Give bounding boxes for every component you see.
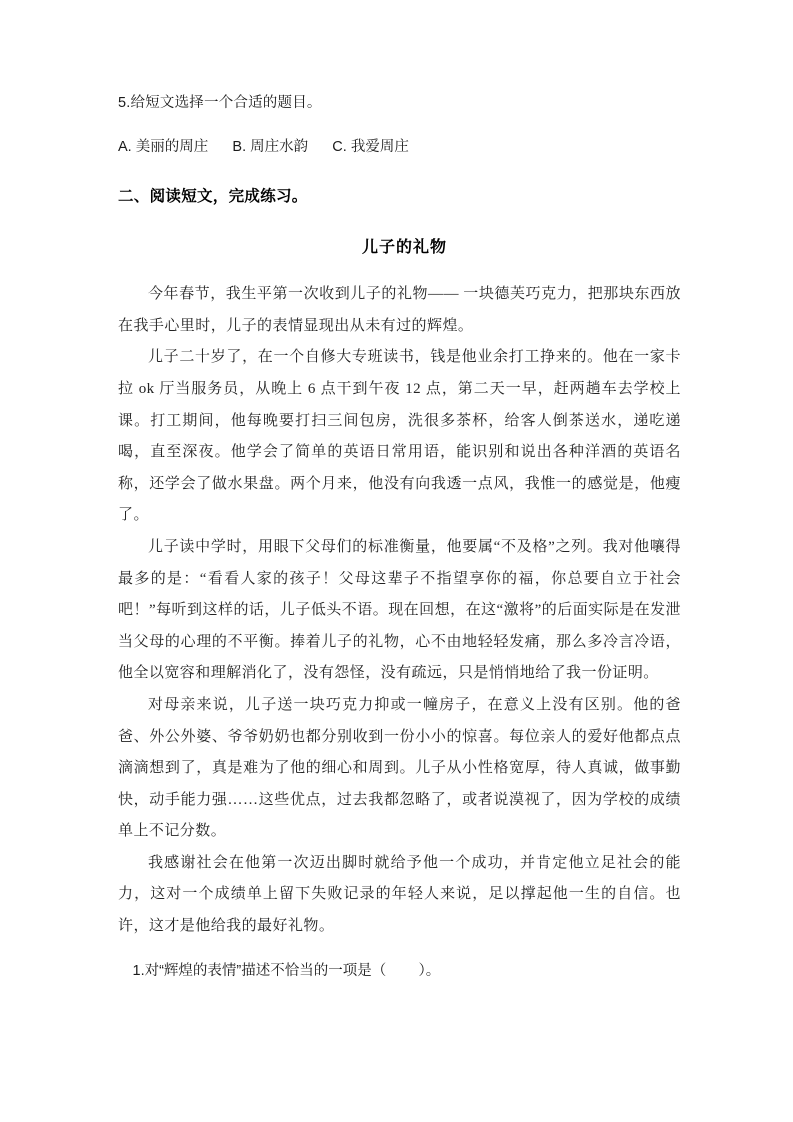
spacer xyxy=(118,943,681,960)
spacer xyxy=(118,114,681,136)
article-paragraph: 今年春节，我生平第一次收到儿子的礼物—— 一块德芙巧克力，把那块东西放在我手心里时，儿子的表情显现出从未有过的辉煌。 xyxy=(118,286,681,334)
question-1-stem: 1.对“辉煌的表情”描述不恰当的一项是（ ）。 xyxy=(132,962,441,979)
article-paragraph: 儿子读中学时，用眼下父母们的标准衡量，他要属“不及格”之列。我对他嚷得最多的是：“看看人家的孩子！父母这辈子不指望享你的福，你总要自立于社会吧！”每听到这样的话，儿子低头不语。现在回想，在这“激将”的后面实际是在发泄当父母的心理的不平衡。捧着儿子的礼物，心不由地轻轻发痛，那么多冷言冷语，他全以宽容和理解消化了，没有怨怪，没有疏远，只是悄悄地给了我一份证明。 xyxy=(118,538,681,682)
spacer xyxy=(118,257,681,279)
section-heading-two: 二、阅读短文，完成练习。 xyxy=(118,187,308,205)
question-5-stem: 5.给短文选择一个合适的题目。 xyxy=(118,95,322,111)
spacer xyxy=(118,159,681,185)
question-5-options: A. 美丽的周庄 B. 周庄水韵 C. 我爱周庄 xyxy=(118,139,409,156)
article-title: 儿子的礼物 xyxy=(361,239,447,257)
article-paragraph: 我感谢社会在他第一次迈出脚时就给予他一个成功，并肯定他立足社会的能力，这对一个成绩单上留下失败记录的年轻人来说，足以撑起他一生的自信。也许，这才是他给我的最好礼物。 xyxy=(118,854,681,935)
article-paragraph: 儿子二十岁了，在一个自修大专班读书，钱是他业余打工挣来的。他在一家卡拉 ok 厅当服务员，从晚上 6 点干到午夜 12 点，第二天一早，赶两趟车去学校上课。打工期间，他每晚要打扫三间包房，洗很多茶杯，给客人倒茶送水，递吃递喝，直至深夜。他学会了简单的英语日常用语，能识别和说出各种洋酒的英语名称，还学会了做水果盘。两个月来，他没有向我透一点风，我惟一的感觉是，他瘦了。 xyxy=(118,349,681,524)
page-content xyxy=(118,92,681,982)
article-paragraph: 对母亲来说，儿子送一块巧克力抑或一幢房子，在意义上没有区别。他的爸爸、外公外婆、爷爷奶奶也都分别收到一份小小的惊喜。每位亲人的爱好他都点点滴滴想到了，真是难为了他的细心和周到。儿子从小性格宽厚，待人真诚，做事勤快，动手能力强……这些优点，过去我都忽略了，或者说漠视了，因为学校的成绩单上不记分数。 xyxy=(118,696,681,840)
spacer xyxy=(118,208,681,234)
